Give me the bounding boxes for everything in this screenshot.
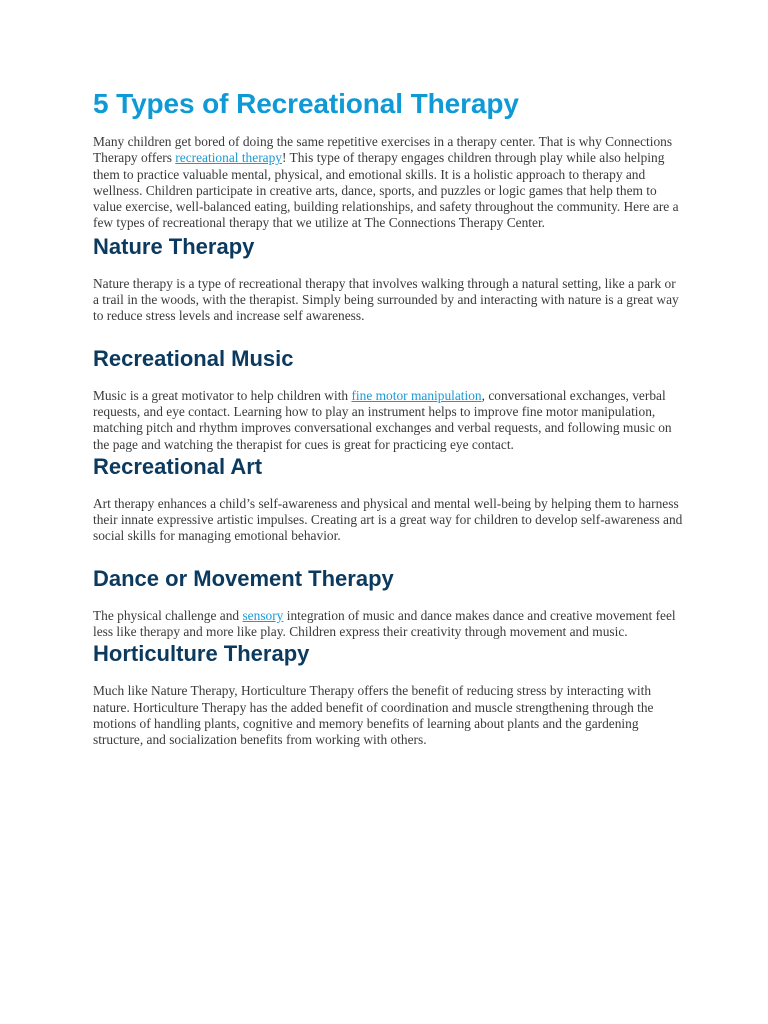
recreational-art-paragraph: Art therapy enhances a child’s self-awareness and physical and mental well-being by helping them to harness their innate expressive artistic impulses. Creating art is a great way for children to develop self-awareness and social skills for managing emotional behavior. <box>93 495 683 544</box>
nature-therapy-paragraph: Nature therapy is a type of recreational therapy that involves walking through a natural setting, like a park or a trail in the woods, with the therapist. Simply being surrounded by and interacting with nature is a great way to reduce stress levels and increase self awareness. <box>93 275 679 324</box>
music-text-before: Music is a great motivator to help children with <box>93 387 352 403</box>
page-title: 5 Types of Recreational Therapy <box>93 88 519 119</box>
heading-recreational-art: Recreational Art <box>93 453 263 479</box>
dance-text-before: The physical challenge and <box>93 607 243 623</box>
recreational-music-paragraph <box>93 388 683 453</box>
sensory-link[interactable]: sensory <box>242 607 284 623</box>
horticulture-therapy-paragraph: Much like Nature Therapy, Horticulture Therapy offers the benefit of reducing stress by interacting with nature. Horticulture Therapy has the added benefit of coordination and muscle strengthening through the motions of handling plants, cognitive and memory benefits of learning about plants and the gardening structure, and socialization benefits from working with others. <box>93 683 654 748</box>
heading-recreational-music: Recreational Music <box>93 345 294 371</box>
dance-movement-paragraph <box>93 608 683 641</box>
heading-dance-movement-therapy: Dance or Movement Therapy <box>93 565 394 591</box>
dance-text-after: integration of music and dance makes dance and creative movement feel less like therapy and more like play. Children express their creativity through movement and music. <box>93 607 676 640</box>
intro-text-before: Many children get bored of doing the same repetitive exercises in a therapy center. That is why Connections Therapy offers <box>93 134 673 166</box>
fine-motor-manipulation-link[interactable]: fine motor manipulation <box>351 387 482 403</box>
music-text-after: , conversational exchanges, verbal requests, and eye contact. Learning how to play an instrument helps to improve fine motor manipulation, matching pitch and rhythm improves conversational exchanges and verbal requests, and following music on the page and watching the therapist for cues is great for practicing eye contact. <box>93 387 672 452</box>
recreational-therapy-link[interactable]: recreational therapy <box>175 150 282 166</box>
intro-text-after: ! This type of therapy engages children through play while also helping them to practice valuable mental, physical, and emotional skills. It is a holistic approach to therapy and wellness. Children participate in creative arts, dance, sports, and puzzles or logic games that help them to value exercise, well-balanced eating, building relationships, and safety throughout the community. Here are a few types of recreational therapy that we utilize at The Connections Therapy Center. <box>93 150 679 231</box>
heading-horticulture-therapy: Horticulture Therapy <box>93 641 310 667</box>
heading-nature-therapy: Nature Therapy <box>93 233 255 259</box>
document-page <box>93 84 683 749</box>
intro-paragraph <box>93 134 683 232</box>
